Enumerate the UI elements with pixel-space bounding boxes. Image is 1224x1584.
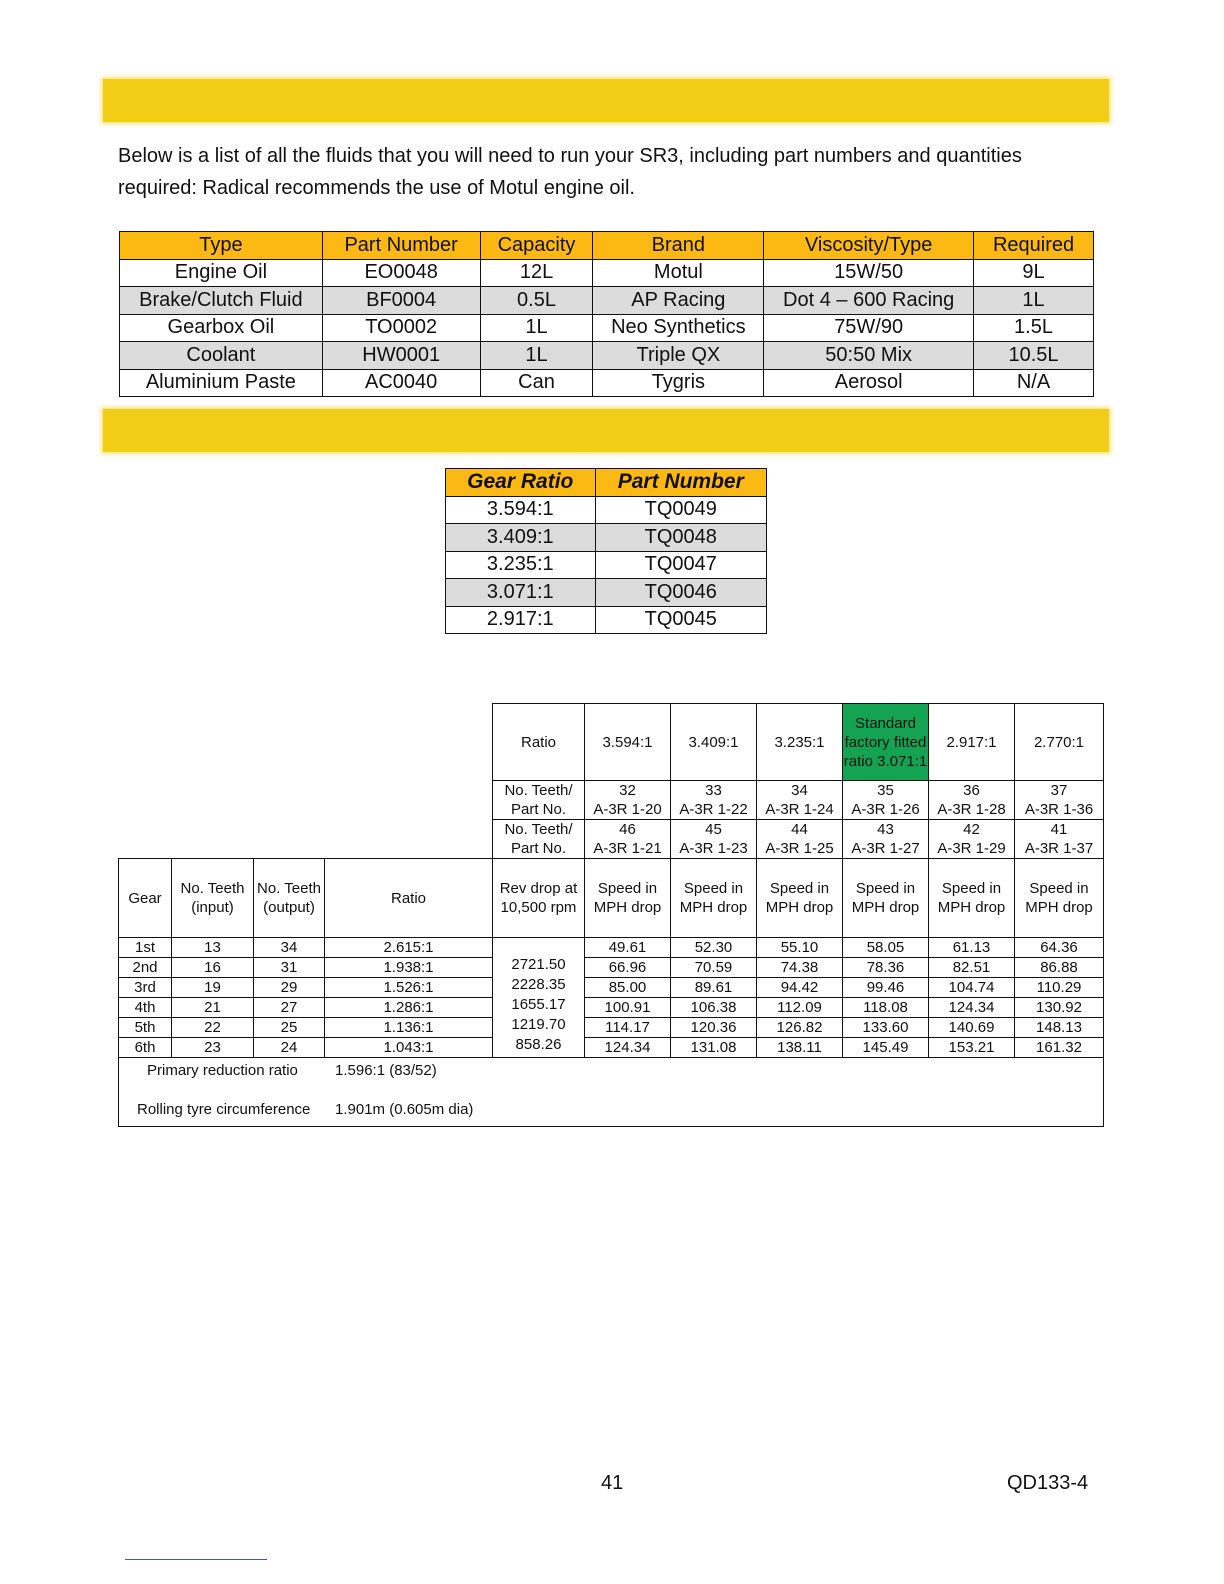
table-row [120,342,1094,370]
fluids-cell: 0.5L [480,287,593,315]
section-bar-gears [103,409,1109,452]
part-number: A-3R 1-23 [679,840,748,857]
teeth-part-cell [671,781,757,820]
final-ratio-cell: 3.235:1 [757,704,843,781]
speed-cell: 64.36 [1015,938,1104,958]
part-number: A-3R 1-27 [851,840,920,857]
table-row [446,551,767,579]
speed-cell: 94.42 [757,978,843,998]
speed-cell: 74.38 [757,958,843,978]
speed-cell: 58.05 [843,938,929,958]
teeth-count: 33 [705,782,722,799]
gear-ratio-header-cell: Gear Ratio [446,469,596,497]
teeth-count: 46 [619,821,636,838]
part-number: A-3R 1-25 [765,840,834,857]
footnote-rule [125,1559,267,1560]
teeth-count: 35 [877,782,894,799]
gear-cell: 1st [119,938,172,958]
teeth-part-cell [843,820,929,859]
gear-ratio-cell: 1.938:1 [325,958,493,978]
section-bar-fluids [103,79,1109,122]
gear-ratio-cell: 1.526:1 [325,978,493,998]
speed-cell: 133.60 [843,1018,929,1038]
empty-cell [119,781,493,820]
table-row [119,938,1104,958]
speed-cell: 112.09 [757,998,843,1018]
gear-ratio-cell: 1.136:1 [325,1018,493,1038]
speed-cell: 126.82 [757,1018,843,1038]
gear-ratio-cell: 1.043:1 [325,1038,493,1058]
fluids-cell: Neo Synthetics [593,314,764,342]
teeth-output-cell: 24 [254,1038,325,1058]
fluids-cell: Tygris [593,369,764,397]
speed-cell: 66.96 [585,958,671,978]
speed-cell: 85.00 [585,978,671,998]
fluids-header-cell: Required [974,232,1094,260]
fluids-cell: 1L [974,287,1094,315]
teeth-part-cell [757,781,843,820]
part-number: A-3R 1-29 [937,840,1006,857]
fluids-cell: Gearbox Oil [120,314,323,342]
fluids-cell: Triple QX [593,342,764,370]
fluids-cell: 15W/50 [764,259,974,287]
speed-cell: 86.88 [1015,958,1104,978]
speed-header: Speed in MPH drop [843,859,929,938]
fluids-table [119,231,1094,397]
gear-cell: 2nd [119,958,172,978]
part-number: A-3R 1-24 [765,801,834,818]
gear-cell: 6th [119,1038,172,1058]
teeth-count: 45 [705,821,722,838]
teeth-output-cell: 34 [254,938,325,958]
primary-ratio-note [147,1061,437,1080]
document-code: QD133-4 [1007,1472,1089,1494]
final-ratio-cell: 2.917:1 [929,704,1015,781]
speed-cell: 106.38 [671,998,757,1018]
gear-ratio-cell: TQ0047 [595,551,766,579]
notes-cell [119,1058,1104,1127]
teeth-output-cell: 25 [254,1018,325,1038]
tyre-value: 1.901m (0.605m dia) [335,1101,474,1118]
column-header: No. Teeth (output) [254,859,325,938]
teeth-part-cell [929,781,1015,820]
intro-text: Below is a list of all the fluids that you will need to run your SR3, including part numbers and quantities required: Radical recommends the use of Motul engine oil. [118,145,1022,199]
speed-header: Speed in MPH drop [757,859,843,938]
teeth-row-1 [119,781,1104,820]
fluids-cell: TO0002 [322,314,480,342]
table-row [446,496,767,524]
fluids-cell: AC0040 [322,369,480,397]
speed-cell: 153.21 [929,1038,1015,1058]
standard-ratio-cell: Standard factory fitted ratio 3.071:1 [843,704,929,781]
fluids-cell: 50:50 Mix [764,342,974,370]
fluids-cell: Aerosol [764,369,974,397]
fluids-cell: Can [480,369,593,397]
fluids-cell: 75W/90 [764,314,974,342]
gear-ratio-cell: TQ0046 [595,579,766,607]
teeth-output-cell: 31 [254,958,325,978]
fluids-cell: Aluminium Paste [120,369,323,397]
column-header-row [119,859,1104,938]
table-row [120,369,1094,397]
teeth-input-cell: 16 [172,958,254,978]
speed-cell: 145.49 [843,1038,929,1058]
gear-cell: 3rd [119,978,172,998]
table-row [119,998,1104,1018]
gear-cell: 4th [119,998,172,1018]
teeth-count: 37 [1050,782,1068,799]
rev-drop-value: 2721.50 [511,956,566,973]
column-header: Rev drop at 10,500 rpm [493,859,585,938]
fluids-cell: Engine Oil [120,259,323,287]
rev-drop-value: 2228.35 [511,976,566,993]
speed-cell: 124.34 [585,1038,671,1058]
fluids-cell: 1L [480,314,593,342]
teeth-part-cell [671,820,757,859]
speed-cell: 70.59 [671,958,757,978]
fluids-cell: 10.5L [974,342,1094,370]
table-row [119,978,1104,998]
teeth-count: 44 [791,821,808,838]
part-number: A-3R 1-28 [937,801,1006,818]
speed-header: Speed in MPH drop [929,859,1015,938]
fluids-header-cell: Viscosity/Type [764,232,974,260]
rev-drop-cell [493,938,585,1058]
gear-ratio-cell: 2.917:1 [446,606,596,634]
speed-cell: 161.32 [1015,1038,1104,1058]
speed-cell: 99.46 [843,978,929,998]
teeth-row-2 [119,820,1104,859]
table-row [119,1038,1104,1058]
teeth-output-cell: 27 [254,998,325,1018]
tyre-label: Rolling tyre circumference [137,1101,311,1118]
part-number: A-3R 1-37 [1024,840,1094,857]
page-number: 41 [601,1472,624,1494]
teeth-count: 42 [963,821,980,838]
table-row [446,606,767,634]
gear-ratio-cell: TQ0049 [595,496,766,524]
fluids-header-cell: Type [120,232,323,260]
fluids-cell: AP Racing [593,287,764,315]
teeth-count: 36 [963,782,980,799]
speed-cell: 140.69 [929,1018,1015,1038]
gear-ratio-cell: 2.615:1 [325,938,493,958]
final-ratio-row [119,704,1104,781]
fluids-cell: HW0001 [322,342,480,370]
table-row [120,259,1094,287]
speed-cell: 100.91 [585,998,671,1018]
teeth-part-cell [1015,781,1104,820]
speed-header: Speed in MPH drop [671,859,757,938]
gear-ratio-cell: 1.286:1 [325,998,493,1018]
gear-ratio-cell: 3.235:1 [446,551,596,579]
fluids-cell: N/A [974,369,1094,397]
gear-ratio-cell: 3.594:1 [446,496,596,524]
part-number: A-3R 1-21 [593,840,662,857]
table-row [446,579,767,607]
empty-cell [119,820,493,859]
fluids-header-cell: Part Number [322,232,480,260]
gear-ratio-cell: 3.071:1 [446,579,596,607]
part-number: A-3R 1-22 [679,801,748,818]
speed-cell: 61.13 [929,938,1015,958]
fluids-cell: Brake/Clutch Fluid [120,287,323,315]
column-header: Gear [119,859,172,938]
ratio-label: Ratio [493,704,585,781]
speed-cell: 130.92 [1015,998,1104,1018]
part-number: A-3R 1-26 [851,801,920,818]
primary-ratio-label: Primary reduction ratio [147,1062,298,1079]
speed-cell: 104.74 [929,978,1015,998]
fluids-cell: Coolant [120,342,323,370]
teeth-part-cell [757,820,843,859]
teeth-count: 43 [877,821,894,838]
speed-cell: 118.08 [843,998,929,1018]
teeth-input-cell: 13 [172,938,254,958]
table-row [120,314,1094,342]
gear-cell: 5th [119,1018,172,1038]
table-row [446,524,767,552]
teeth-part-cell [929,820,1015,859]
rev-drop-value: 858.26 [515,1036,562,1053]
gear-ratio-cell: TQ0048 [595,524,766,552]
primary-ratio-value: 1.596:1 (83/52) [335,1062,437,1079]
fluids-cell: 12L [480,259,593,287]
speed-cell: 52.30 [671,938,757,958]
teeth-input-cell: 21 [172,998,254,1018]
teeth-part-cell [585,781,671,820]
speed-cell: 148.13 [1015,1018,1104,1038]
tyre-circumference-note [137,1100,474,1119]
fluids-cell: Motul [593,259,764,287]
speed-cell: 82.51 [929,958,1015,978]
part-number: A-3R 1-20 [593,801,662,818]
fluids-cell: 9L [974,259,1094,287]
fluids-cell: 1.5L [974,314,1094,342]
teeth-label: No. Teeth/ Part No. [493,820,585,859]
teeth-part-cell [843,781,929,820]
final-ratio-cell: 2.770:1 [1015,704,1104,781]
table-row [119,1018,1104,1038]
fluids-cell: EO0048 [322,259,480,287]
gear-ratio-header-cell: Part Number [595,469,766,497]
teeth-part-cell [1015,820,1104,859]
rev-drop-value: 1655.17 [511,996,566,1013]
gear-ratio-cell: TQ0045 [595,606,766,634]
teeth-count: 41 [1050,821,1068,838]
speed-cell: 78.36 [843,958,929,978]
final-ratio-cell: 3.594:1 [585,704,671,781]
teeth-input-cell: 22 [172,1018,254,1038]
teeth-output-cell: 29 [254,978,325,998]
speed-header: Speed in MPH drop [585,859,671,938]
speed-cell: 89.61 [671,978,757,998]
gear-ratio-cell: 3.409:1 [446,524,596,552]
speed-cell: 114.17 [585,1018,671,1038]
teeth-label: No. Teeth/ Part No. [493,781,585,820]
speed-cell: 120.36 [671,1018,757,1038]
notes-row [119,1058,1104,1127]
speed-cell: 131.08 [671,1038,757,1058]
speed-cell: 55.10 [757,938,843,958]
fluids-header-cell: Brand [593,232,764,260]
speed-cell: 49.61 [585,938,671,958]
gear-speed-table [118,703,1104,1127]
teeth-input-cell: 19 [172,978,254,998]
fluids-cell: Dot 4 – 600 Racing [764,287,974,315]
teeth-part-cell [585,820,671,859]
column-header: Ratio [325,859,493,938]
empty-cell [119,704,493,781]
rev-drop-value: 1219.70 [511,1016,566,1033]
fluids-cell: 1L [480,342,593,370]
gear-ratio-table [445,468,767,634]
table-row [120,287,1094,315]
fluids-cell: BF0004 [322,287,480,315]
final-ratio-cell: 3.409:1 [671,704,757,781]
teeth-count: 32 [619,782,636,799]
table-row [119,958,1104,978]
part-number: A-3R 1-36 [1024,801,1094,818]
speed-cell: 110.29 [1015,978,1104,998]
fluids-header-cell: Capacity [480,232,593,260]
speed-header: Speed in MPH drop [1015,859,1104,938]
teeth-input-cell: 23 [172,1038,254,1058]
column-header: No. Teeth (input) [172,859,254,938]
speed-cell: 138.11 [757,1038,843,1058]
speed-cell: 124.34 [929,998,1015,1018]
teeth-count: 34 [791,782,808,799]
